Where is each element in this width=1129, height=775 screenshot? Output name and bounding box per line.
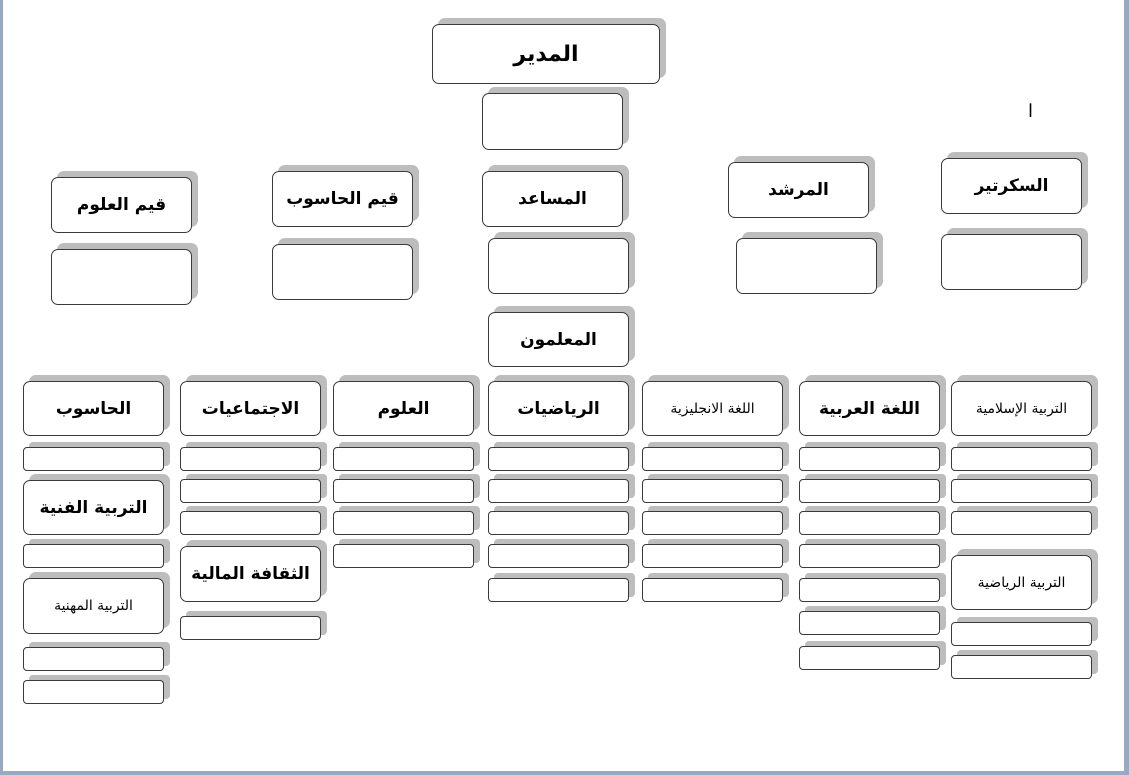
teacher-slot bbox=[488, 544, 629, 568]
teacher-slot bbox=[333, 479, 474, 503]
teacher-slot bbox=[180, 616, 321, 640]
secretary-box: السكرتير bbox=[941, 158, 1082, 214]
teacher-slot bbox=[488, 447, 629, 471]
teacher-slot bbox=[642, 544, 783, 568]
teacher-slot bbox=[799, 447, 940, 471]
teacher-slot bbox=[799, 479, 940, 503]
teacher-slot bbox=[951, 479, 1092, 503]
subject-english-box: اللغة الانجليزية bbox=[642, 381, 783, 436]
subject-sports-box: التربية الرياضية bbox=[951, 555, 1092, 610]
teacher-slot bbox=[799, 578, 940, 602]
teacher-slot bbox=[180, 511, 321, 535]
subject-financial-box: الثقافة المالية bbox=[180, 546, 321, 602]
secretary-empty-box bbox=[941, 234, 1082, 290]
teacher-slot bbox=[642, 479, 783, 503]
teacher-slot bbox=[333, 511, 474, 535]
subject-math-box: الرياضيات bbox=[488, 381, 629, 436]
computer-head-empty-box bbox=[272, 244, 413, 300]
assistant-empty-box bbox=[488, 238, 629, 294]
teacher-slot bbox=[799, 511, 940, 535]
teacher-slot bbox=[488, 578, 629, 602]
teachers-box: المعلمون bbox=[488, 312, 629, 367]
teacher-slot bbox=[23, 447, 164, 471]
director-box: المدير bbox=[432, 24, 660, 84]
teacher-slot bbox=[799, 544, 940, 568]
teacher-slot bbox=[23, 680, 164, 704]
teacher-slot bbox=[333, 447, 474, 471]
counselor-box: المرشد bbox=[728, 162, 869, 218]
teacher-slot bbox=[642, 447, 783, 471]
science-head-box: قيم العلوم bbox=[51, 177, 192, 233]
window-frame-bottom bbox=[0, 771, 1129, 775]
teacher-slot bbox=[951, 511, 1092, 535]
subject-social-box: الاجتماعيات bbox=[180, 381, 321, 436]
subject-computer-box: الحاسوب bbox=[23, 381, 164, 436]
teacher-slot bbox=[642, 578, 783, 602]
teacher-slot bbox=[799, 646, 940, 670]
teacher-slot bbox=[951, 622, 1092, 646]
teacher-slot bbox=[488, 479, 629, 503]
director-empty-box bbox=[482, 93, 623, 150]
teacher-slot bbox=[488, 511, 629, 535]
assistant-box: المساعد bbox=[482, 171, 623, 227]
teacher-slot bbox=[23, 647, 164, 671]
window-frame-left bbox=[0, 0, 3, 775]
teacher-slot bbox=[180, 447, 321, 471]
counselor-empty-box bbox=[736, 238, 877, 294]
subject-science-box: العلوم bbox=[333, 381, 474, 436]
teacher-slot bbox=[180, 479, 321, 503]
teacher-slot bbox=[951, 655, 1092, 679]
subject-vocational-box: التربية المهنية bbox=[23, 578, 164, 634]
computer-head-box: قيم الحاسوب bbox=[272, 171, 413, 227]
subject-art-box: التربية الفنية bbox=[23, 480, 164, 535]
subject-arabic-box: اللغة العربية bbox=[799, 381, 940, 436]
science-head-empty-box bbox=[51, 249, 192, 305]
subject-islamic-box: التربية الإسلامية bbox=[951, 381, 1092, 436]
teacher-slot bbox=[333, 544, 474, 568]
stray-mark: ا bbox=[1028, 101, 1034, 121]
teacher-slot bbox=[799, 611, 940, 635]
teacher-slot bbox=[951, 447, 1092, 471]
teacher-slot bbox=[23, 544, 164, 568]
teacher-slot bbox=[642, 511, 783, 535]
window-frame-right bbox=[1124, 0, 1129, 775]
